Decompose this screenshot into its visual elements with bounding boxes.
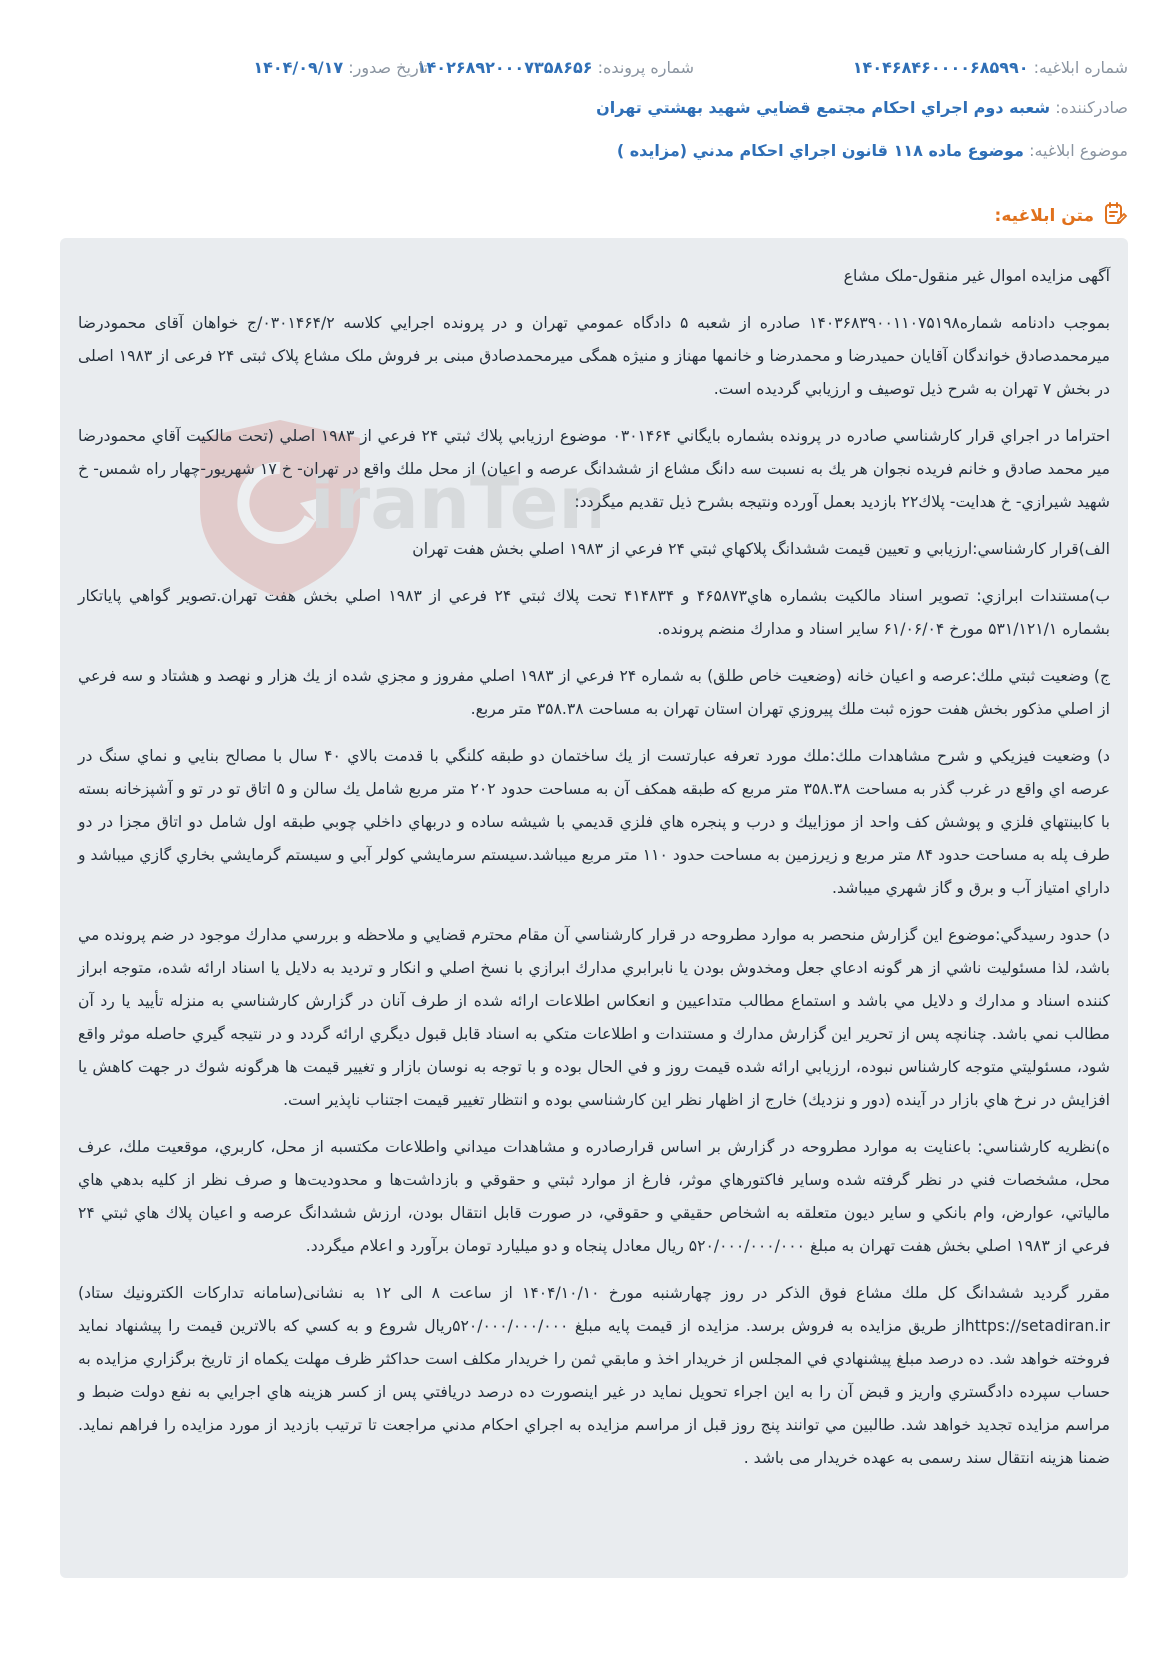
document-edit-icon [1102, 200, 1128, 231]
issuer-label: صادرکننده: [1055, 98, 1128, 117]
notice-paragraph: ه)نظريه كارشناسي: باعنايت به موارد مطروحه در گزارش بر اساس قرارصادره و مشاهدات ميداني واطلاعات مكتسبه از محل، كاربري، موقعيت ملك، عرف محل، مشخصات فني در نظر گرفته شده وساير فاكتورهاي موثر، فارغ از موارد ثبتي و حقوقي و بازداشت‌ها و محدوديت‌ها و صرف نظر از كليه بدهي هاي مالياتي، عوارض، وام بانكي و ساير ديون متعلقه به اشخاص حقيقي و حقوقي، در صورت قابل انتقال بودن، ارزش ششدانگ عرصه و اعيان پلاك هاي ثبتي ۲۴ فرعي از ۱۹۸۳ اصلي بخش هفت تهران به مبلغ ۵۲۰/۰۰۰/۰۰۰/۰۰۰ ريال معادل پنجاه و دو ميليارد تومان برآورد و اعلام ميگردد. [78, 1138, 1110, 1255]
notice-paragraph: ج) وضعيت ثبتي ملك:عرصه و اعيان خانه (وضعيت خاص طلق) به شماره ۲۴ فرعي از ۱۹۸۳ اصلي مفروز و مجزي شده از يك هزار و نهصد و هشتاد و سه فرعي از اصلي مذكور بخش هفت حوزه ثبت ملك پيروزي تهران استان تهران به مساحت ۳۵۸.۳۸ متر مربع. [78, 667, 1111, 718]
notice-paragraph: الف)قرار كارشناسي:ارزيابي و تعيين قيمت ششدانگ پلاكهاي ثبتي ۲۴ فرعي از ۱۹۸۳ اصلي بخش هفت تهران [412, 540, 1110, 558]
case-number-label: شماره پرونده: [597, 58, 694, 77]
notice-text-title: متن ابلاغيه: [994, 205, 1094, 226]
subject-value: موضوع ماده ۱۱۸ قانون اجراي احكام مدني (مزايده ) [616, 141, 1024, 160]
notice-meta-row [46, 58, 1128, 82]
notice-number-label: شماره ابلاغيه: [1033, 58, 1128, 77]
issue-date-value: ۱۴۰۴/۰۹/۱۷ [253, 58, 344, 77]
notice-text-box [60, 238, 1128, 1578]
issue-date [253, 58, 428, 77]
subject-row [46, 141, 1128, 160]
notice-paragraph: احتراما در اجراي قرار كارشناسي صادره در پرونده بشماره بايگاني ۰۳۰۱۴۶۴ موضوع ارزيابي پلاك ثبتي ۲۴ فرعي از ۱۹۸۳ اصلي (تحت مالكيت آقاي محمودرضا مير محمد صادق و خانم فريده نجوان هر يك به نسبت سه دانگ مشاع از ششدانگ عرصه و اعيان) از محل ملك واقع در تهران- خ ۱۷ شهريور-چهار راه شمس- خ شهيد شيرازي- خ هدايت- پلاك۲۲ بازديد بعمل آورده ونتيجه بشرح ذيل تقديم ميگردد: [78, 427, 1111, 511]
case-number [417, 58, 694, 77]
notice-number-value: ۱۴۰۴۶۸۴۶۰۰۰۰۶۸۵۹۹۰ [852, 58, 1029, 77]
issuer-row [46, 98, 1128, 117]
issue-date-label: تاريخ صدور: [348, 58, 428, 77]
notice-paragraph: مقرر گرديد ششدانگ كل ملك مشاع فوق الذكر در روز چهارشنبه مورخ ۱۴۰۴/۱۰/۱۰ از ساعت ۸ الی ۱۲ به نشانی(سامانه تداركات الكترونيك ستاد) https://setadiran.irاز طريق مزايده به فروش برسد. مزايده از قيمت پايه مبلغ ۵۲۰/۰۰۰/۰۰۰/۰۰۰ريال شروع و به كسي كه بالاترين قيمت را پيشنهاد نمايد فروخته خواهد شد. ده درصد مبلغ پيشنهادي في المجلس از خريدار اخذ و مابقي ثمن را خريدار مكلف است حداكثر ظرف مهلت يكماه از تاريخ برگزاري مزايده به حساب سپرده دادگستري واريز و قبض آن را به اين اجراء تحويل نمايد در غير اينصورت ده درصد دريافتي پس از كسر هزينه هاي اجرايي به نفع دولت ضبط و مراسم مزايده تجديد خواهد شد. طالبين مي توانند پنج روز قبل از مراسم مزايده به اجراي احكام مدني مراجعت تا ترتيب بازديد از مورد مزايده را فراهم نمايد. ضمنا هزينه انتقال سند رسمی به عهده خریدار می باشد . [78, 1284, 1111, 1467]
watermark-text: iranTen [310, 461, 600, 545]
notice-paragraph-title: آگهی مزایده اموال غیر منقول-ملک مشاع [843, 267, 1110, 285]
notice-paragraph: ب)مستندات ابرازي: تصوير اسناد مالكيت بشماره هاي۴۶۵۸۷۳ و ۴۱۴۸۳۴ تحت پلاك ثبتي ۲۴ فرعي از ۱۹۸۳ اصلي بخش هفت تهران.تصوير گواهي پاياتكار بشماره ۵۳۱/۱۲۱/۱ مورخ ۶۱/۰۶/۰۴ ساير اسناد و مدارك منضم پرونده. [78, 587, 1111, 638]
notice-text-heading [995, 200, 1128, 231]
notice-paragraph: د) حدود رسيدگي:موضوع اين گزارش منحصر به موارد مطروحه در قرار كارشناسي آن مقام محترم قضايي و ملاحظه و بررسي مدارك موجود در ضم پرونده مي باشد، لذا مسئوليت ناشي از هر گونه ادعاي جعل ومخدوش بودن يا نابرابري مدارك ابرازي با نسخ اصلي و انكار و ترديد به دلايل يا اسناد ارائه شده، متوجه ابراز كننده اسناد و مدارك و دلايل مي باشد و استماع مطالب متداعيين و انعكاس اطلاعات ارائه شده از طرف آنان در گزارش كارشناسي به منزله تأييد يا رد آن مطالب نمي باشد. چنانچه پس از تحرير اين گزارش مدارك و مستندات و اطلاعات متكي به اسناد قابل قبول ديگري ارائه گردد و در نتيجه گيري حاصله موثر واقع شود، مسئوليتي متوجه كارشناس نبوده، ارزيابي ارائه شده قيمت روز و في الحال بوده و با توجه به نوسان بازار و تغيير قيمت ها هرگونه شوك در جهت كاهش يا افزايش در نرخ هاي بازار در آينده (دور و نزديك) خارج از اظهار نظر اين كارشناسي بوده و انتظار تغيير قيمت اجتناب ناپذير است. [78, 926, 1110, 1109]
case-number-value: ۱۴۰۲۶۸۹۲۰۰۰۷۳۵۸۶۵۶ [416, 58, 593, 77]
subject-label: موضوع ابلاغيه: [1029, 141, 1128, 160]
notice-paragraph: د) وضعيت فيزيكي و شرح مشاهدات ملك:ملك مورد تعرفه عبارتست از يك ساختمان دو طبقه كلنگي با قدمت بالاي ۴۰ سال با مصالح بنايي و نماي سنگ در عرصه اي واقع در غرب گذر به مساحت ۳۵۸.۳۸ متر مربع كه طبقه همكف آن به مساحت حدود ۲۰۲ متر مربع شامل يك سالن و ۵ اتاق تو در تو و آشپزخانه بسته با كابينتهاي فلزي و پوشش كف واحد از موزاييك و درب و پنجره هاي فلزي قديمي با شيشه ساده و دربهاي داخلي چوبي طبقه اول شامل دو اتاق مجزا در دو طرف پله به مساحت حدود ۸۴ متر مربع و زيرزمين به مساحت حدود ۱۱۰ متر مربع ميباشد.سيستم سرمايشي كولر آبي و سيستم گرمايشي بخاري گازي ميباشد و داراي امتياز آب و برق و گاز شهري ميباشد. [78, 747, 1111, 897]
issuer-value: شعبه دوم اجراي احكام مجتمع قضايي شهيد بهشتي تهران [596, 98, 1051, 117]
notice-paragraph: بموجب دادنامه شماره۱۴۰۳۶۸۳۹۰۰۱۱۰۷۵۱۹۸ صادره از شعبه ۵ دادگاه عمومي تهران و در پرونده اجرايي كلاسه ۰۳۰۱۴۶۴/۲/ج خواهان آقای محمودرضا میرمحمدصادق خواندگان آقایان حمیدرضا و محمدرضا و خانمها مهناز و منیژه همگی میرمحمدصادق مبنی بر فروش ملک مشاع پلاک ثبتی ۲۴ فرعی از ۱۹۸۳ اصلی در بخش ۷ تهران به شرح ذیل توصیف و ارزیابي گرديده است. [78, 314, 1110, 398]
notice-number [853, 58, 1128, 77]
